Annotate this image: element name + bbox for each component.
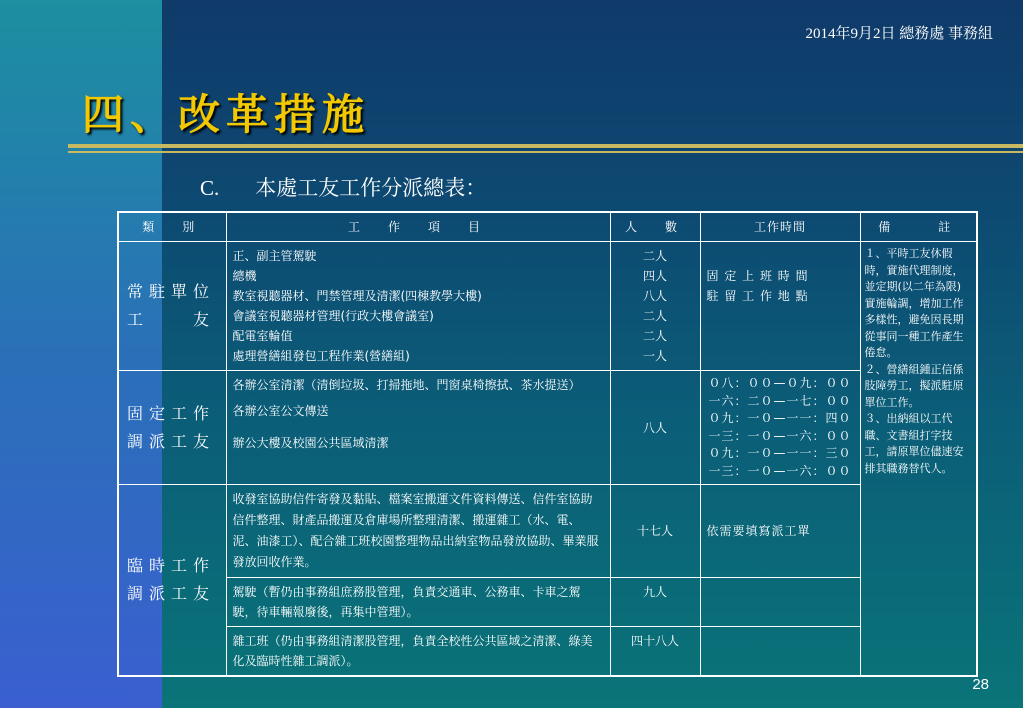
list-item: 各辦公室公文傳送 [232,404,329,418]
remarks-cell [860,242,977,677]
category-cell: 常駐單位工 友 [118,242,226,371]
work-hours-cell: 依需要填寫派工單 [700,485,860,578]
work-hours-cell [700,242,860,371]
assignment-table [117,211,978,677]
headcount-cell: 九人 [610,578,700,627]
remark-item: ３、出納組以工代職、文書組打字技工，請原單位儘速安排其職務替代人。 [864,412,964,475]
list-item: 處理營繕組發包工程作業(營繕組) [232,349,410,363]
table-header-row [118,212,977,242]
list-item: 正、副主管駕駛 [232,249,317,263]
count-item: 八人 [642,289,667,303]
header-category: 類 別 [118,212,226,242]
time-item: ０八：００—０九：００ [708,376,852,390]
time-item: 一六：二０—一七：００ [708,393,852,408]
time-item: ０九：一０—一一：四０ [708,411,852,425]
remark-item: ２、營繕組鍾正信係肢障勞工，擬派駐原單位工作。 [864,362,964,409]
header-work-items: 工 作 項 目 [226,212,610,242]
header-headcount: 人 數 [610,212,700,242]
work-items-cell: 駕駛（暫仍由事務組庶務股管理，負責交通車、公務車、卡車之駕駛，待車輛報廢後，再集中管理）。 [226,578,610,627]
list-item: 配電室輪值 [232,329,293,343]
header-date-line: 2014年9月2日 總務處 事務組 [805,26,993,42]
title-rule-thin [68,151,1023,153]
category-cell: 臨時工作調派工友 [118,485,226,677]
slide-title: 四、改革措施 [82,90,371,139]
work-hours-cell [700,627,860,677]
time-item: ０九：一０—一一：三０ [708,446,852,460]
header-remarks: 備 註 [860,212,977,242]
work-items-cell: 收發室協助信件寄發及黏貼、檔案室搬運文件資料傳送、信件室協助信件整理、財產品搬運及倉庫場所整理清潔、搬運雜工（水、電、泥、油漆工）、配合雜工班校園整理物品出納室物品發放協助、畢業服發放回收作業。 [226,485,610,578]
work-hours-cell [700,578,860,627]
count-item: 二人 [642,309,667,323]
list-item: 辦公大樓及校園公共區域清潔 [232,436,389,450]
header-work-hours: 工作時間 [700,212,860,242]
section-subtitle [200,172,486,202]
remark-item: １、平時工友休假時，實施代理制度，並定期(以二年為限)實施輪調，增加工作多樣性，避免因長期從事同一種工作產生倦怠。 [864,247,964,359]
page-number: 28 [972,676,989,693]
table-row [118,242,977,371]
list-item: 總機 [232,269,257,283]
count-item: 一人 [642,349,667,363]
headcount-cell: 十七人 [610,485,700,578]
list-item: 教室視聽器材、門禁管理及清潔(四棟教學大樓) [232,289,482,303]
time-item: 一三：一０—一六：００ [708,428,852,443]
table-row [118,485,977,578]
work-hours-cell [700,371,860,485]
time-item: 一三：一０—一六：００ [708,463,852,478]
count-item: 四人 [642,269,667,283]
subtitle-letter: C. [200,176,220,200]
table-row [118,578,977,627]
work-items-cell [226,242,610,371]
list-item: 會議室視聽器材管理(行政大樓會議室) [232,309,434,323]
count-item: 二人 [642,329,667,343]
headcount-cell: 四十八人 [610,627,700,677]
headcount-cell: 八人 [610,371,700,485]
time-item: 固 定 上 班 時 間 [706,269,809,283]
subtitle-text: 本處工友工作分派總表： [255,176,487,200]
title-rule-thick [68,144,1023,148]
table-row [118,627,977,677]
time-item: 駐 留 工 作 地 點 [706,289,809,303]
table-row [118,371,977,485]
count-item: 二人 [642,249,667,263]
assignment-table-wrapper [117,211,976,677]
work-items-cell [226,371,610,485]
work-items-cell: 雜工班（仍由事務組清潔股管理，負責全校性公共區域之清潔、綠美化及臨時性雜工調派）。 [226,627,610,677]
list-item: 各辦公室清潔（清倒垃圾、打掃拖地、門窗桌椅擦拭、茶水提送） [232,378,581,392]
category-cell: 固定工作調派工友 [118,371,226,485]
headcount-cell [610,242,700,371]
